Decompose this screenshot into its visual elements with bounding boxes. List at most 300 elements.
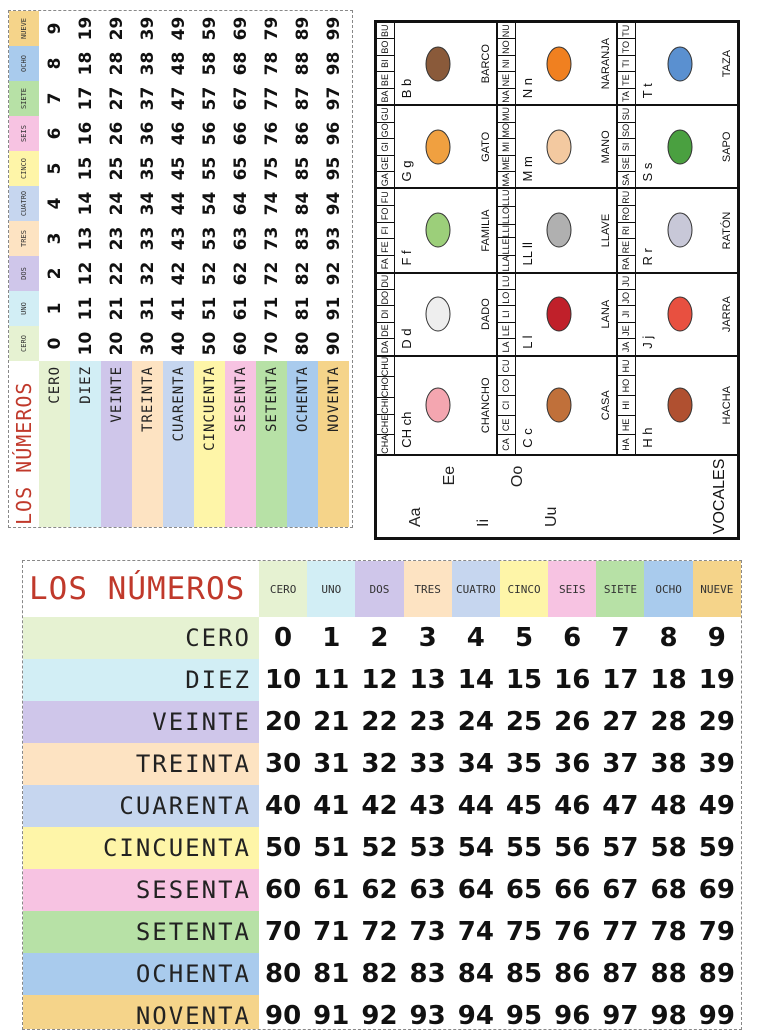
number-cell: 39 — [698, 749, 735, 779]
small-number-cell: 29 — [106, 16, 127, 41]
number-cell: 65 — [505, 875, 543, 905]
small-number-cell: 16 — [75, 121, 96, 146]
small-number-cell: 26 — [106, 121, 127, 146]
small-number-cell: 9 — [44, 22, 65, 35]
card-word: GATO — [479, 131, 492, 162]
small-number-cell: 5 — [44, 162, 65, 175]
syllable: GU — [380, 107, 390, 121]
letter-card — [617, 22, 738, 105]
card-picture — [516, 357, 601, 454]
number-cell: 38 — [650, 749, 687, 779]
number-cell: 86 — [554, 959, 591, 989]
syllable: LLO — [498, 206, 515, 224]
small-row-label: TREINTA — [132, 361, 163, 528]
small-number-cell: 61 — [230, 296, 251, 321]
number-cell: 7 — [611, 623, 630, 653]
number-cell: 91 — [313, 1001, 350, 1030]
letter-card — [617, 188, 738, 272]
small-number-cell: 28 — [106, 51, 127, 76]
small-column-header: DOS — [9, 256, 39, 291]
vocal-letter: Ee — [441, 465, 458, 486]
table-row — [23, 617, 741, 659]
number-cell: 0 — [274, 623, 293, 653]
card-picture — [516, 23, 601, 104]
number-cell: 18 — [650, 665, 687, 695]
syllables-row — [498, 189, 516, 271]
small-row-label: OCHENTA — [287, 361, 318, 528]
small-number-cell: 32 — [137, 261, 158, 286]
small-row-label: CERO — [39, 361, 70, 528]
small-number-cell: 73 — [261, 226, 282, 251]
small-number-cell: 76 — [261, 121, 282, 146]
small-number-cell: 18 — [75, 51, 96, 76]
small-number-cell: 0 — [44, 337, 65, 350]
syllable: BE — [377, 71, 394, 87]
number-cell: 25 — [505, 707, 543, 737]
small-number-cell: 3 — [44, 232, 65, 245]
syllable: JU — [621, 275, 632, 287]
number-cell: 58 — [650, 833, 687, 863]
axe-icon — [662, 383, 696, 427]
small-number-cell: 69 — [230, 16, 251, 41]
small-number-cell: 13 — [75, 226, 96, 251]
card-word: BARCO — [479, 44, 492, 84]
column-header: TRES — [404, 561, 452, 617]
number-cell: 70 — [264, 917, 302, 947]
number-cell: 21 — [313, 707, 350, 737]
syllable: DE — [377, 322, 394, 338]
syllable: FO — [377, 205, 394, 222]
number-cell: 75 — [505, 917, 543, 947]
syllable: FI — [377, 222, 394, 239]
letter-card — [376, 22, 497, 105]
syllable: SE — [618, 155, 635, 171]
syllable: CHI — [377, 397, 394, 414]
yarn-icon — [541, 292, 575, 336]
small-number-cell: 15 — [75, 156, 96, 181]
syllable: GO — [377, 122, 394, 138]
number-cell: 20 — [264, 707, 302, 737]
number-cell: 42 — [361, 791, 398, 821]
card-letters: D d — [399, 328, 414, 349]
syllable: LI — [498, 305, 515, 321]
card-letters: S s — [640, 162, 656, 182]
number-cell: 37 — [602, 749, 639, 779]
mouse-icon — [662, 209, 696, 253]
syllable: HU — [621, 359, 632, 373]
number-cell: 2 — [370, 623, 389, 653]
small-number-cell: 97 — [323, 86, 344, 111]
cat-icon — [420, 125, 454, 169]
vocal-letter: Uu — [543, 506, 560, 527]
syllable: BA — [377, 88, 394, 104]
syllable: CHU — [380, 356, 390, 377]
card-picture — [636, 106, 721, 187]
number-cell: 24 — [457, 707, 494, 737]
syllable: CHO — [377, 376, 394, 397]
small-number-cell: 34 — [137, 191, 158, 216]
card-word: RATÓN — [720, 211, 733, 250]
syllable: JE — [618, 322, 635, 338]
number-cell: 12 — [361, 665, 398, 695]
table-row — [23, 995, 741, 1030]
number-cell: 67 — [602, 875, 639, 905]
syllable: HI — [618, 395, 635, 415]
syllable: RE — [618, 238, 635, 255]
small-table-row — [39, 11, 70, 528]
number-cell: 49 — [698, 791, 735, 821]
syllables-row — [498, 274, 516, 355]
syllable: SO — [618, 122, 635, 138]
number-cell: 63 — [409, 875, 446, 905]
small-number-cell: 88 — [292, 51, 313, 76]
card-letters: LL ll — [519, 242, 535, 266]
letter-card — [376, 188, 497, 272]
small-number-cell: 84 — [292, 191, 313, 216]
card-letters: H h — [640, 427, 656, 448]
number-cell: 62 — [361, 875, 398, 905]
syllable: FE — [377, 238, 394, 255]
number-cell: 9 — [707, 623, 726, 653]
card-letters: L l — [519, 335, 535, 349]
number-cell: 44 — [457, 791, 494, 821]
small-number-cell: 36 — [137, 121, 158, 146]
small-number-cell: 17 — [75, 86, 96, 111]
small-column-header: SEIS — [9, 116, 39, 151]
number-cell: 76 — [554, 917, 591, 947]
small-row-label: CUARENTA — [163, 361, 194, 528]
syllable: LLA — [498, 255, 515, 272]
small-number-cell: 83 — [292, 226, 313, 251]
syllable: SU — [621, 107, 632, 121]
table-row — [23, 659, 741, 701]
small-row-label: CINCUENTA — [194, 361, 225, 528]
number-cell: 56 — [554, 833, 591, 863]
letter-card — [376, 356, 497, 455]
small-number-cell: 44 — [168, 191, 189, 216]
number-cell: 80 — [264, 959, 302, 989]
card-letters: M m — [519, 156, 535, 182]
small-number-cell: 30 — [137, 331, 158, 356]
letter-card — [617, 105, 738, 188]
numbers-table-small — [9, 11, 349, 528]
syllable: JO — [618, 289, 635, 305]
card-picture — [395, 189, 480, 271]
card-picture — [395, 23, 480, 104]
syllable: LA — [498, 338, 515, 354]
small-number-cell: 64 — [230, 191, 251, 216]
card-letters: B b — [399, 78, 414, 99]
card-picture — [395, 274, 480, 355]
syllable: GA — [377, 171, 394, 187]
small-number-cell: 31 — [137, 296, 158, 321]
column-header: NUEVE — [693, 561, 741, 617]
small-number-cell: 51 — [199, 296, 220, 321]
small-number-cell: 46 — [168, 121, 189, 146]
syllable: DI — [377, 305, 394, 321]
syllables-row — [618, 189, 636, 271]
syllable: SA — [618, 171, 635, 187]
pig-icon — [420, 383, 454, 427]
syllable: LO — [498, 289, 515, 305]
card-word: FAMILIA — [479, 209, 492, 252]
small-number-cell: 25 — [106, 156, 127, 181]
syllable: TI — [618, 55, 635, 71]
small-number-cell: 12 — [75, 261, 96, 286]
syllable: TE — [618, 71, 635, 87]
letter-card — [497, 105, 618, 188]
small-chart-title: LOS NÚMEROS — [12, 381, 36, 525]
cup-icon — [662, 42, 696, 86]
syllable: NA — [498, 88, 515, 104]
small-number-cell: 53 — [199, 226, 220, 251]
small-number-cell: 50 — [199, 331, 220, 356]
card-letters: J j — [640, 335, 656, 349]
syllable: CO — [498, 375, 515, 395]
number-cell: 30 — [264, 749, 302, 779]
number-cell: 72 — [361, 917, 398, 947]
number-cell: 35 — [505, 749, 543, 779]
small-number-cell: 7 — [44, 92, 65, 105]
row-label: NOVENTA — [23, 995, 259, 1030]
syllable: HA — [618, 434, 635, 454]
number-cell: 26 — [554, 707, 591, 737]
syllable: BI — [377, 55, 394, 71]
card-word: DADO — [479, 298, 492, 331]
syllable: JA — [618, 338, 635, 354]
row-label: SESENTA — [23, 869, 259, 911]
row-label: SETENTA — [23, 911, 259, 953]
number-cell: 4 — [466, 623, 485, 653]
table-row — [23, 869, 741, 911]
rotated-numbers-chart — [8, 10, 353, 528]
small-column-header: OCHO — [9, 46, 39, 81]
card-word: NARANJA — [600, 37, 613, 90]
number-cell: 54 — [457, 833, 494, 863]
card-picture — [395, 357, 480, 454]
syllable: NO — [498, 38, 515, 54]
number-cell: 74 — [457, 917, 494, 947]
small-number-cell: 1 — [44, 302, 65, 315]
small-table-row — [287, 11, 318, 528]
letter-card — [497, 188, 618, 272]
syllable: HO — [618, 375, 635, 395]
number-cell: 83 — [409, 959, 446, 989]
number-cell: 40 — [264, 791, 302, 821]
syllable: TO — [618, 38, 635, 54]
syllable: LLU — [500, 189, 511, 206]
small-column-header: TRES — [9, 221, 39, 256]
number-cell: 22 — [361, 707, 398, 737]
small-row-label: VEINTE — [101, 361, 132, 528]
syllable: CHE — [377, 414, 394, 434]
syllables-row — [618, 357, 636, 454]
small-number-cell: 92 — [323, 261, 344, 286]
family-icon — [420, 209, 454, 253]
card-letters: F f — [399, 250, 414, 266]
row-label: VEINTE — [23, 701, 259, 743]
number-cell: 99 — [698, 1001, 735, 1030]
small-number-cell: 2 — [44, 267, 65, 280]
frog-icon — [662, 125, 696, 169]
syllables-row — [377, 357, 395, 454]
syllable: MI — [498, 138, 515, 154]
small-number-cell: 10 — [75, 331, 96, 356]
card-picture — [636, 23, 721, 104]
syllable: NI — [498, 55, 515, 71]
rotated-numbers-chart-inner — [9, 11, 353, 528]
number-cell: 17 — [602, 665, 639, 695]
number-cell: 28 — [650, 707, 687, 737]
syllable: RA — [618, 255, 635, 272]
number-cell: 93 — [409, 1001, 446, 1030]
vocales-panel — [376, 455, 738, 538]
card-picture — [636, 357, 721, 454]
syllable: LU — [500, 275, 511, 288]
syllable: RU — [621, 190, 632, 204]
syllable: SI — [618, 138, 635, 154]
column-header: OCHO — [644, 561, 692, 617]
syllable: TA — [618, 88, 635, 104]
column-header: CUATRO — [452, 561, 500, 617]
number-cell: 53 — [409, 833, 446, 863]
number-cell: 10 — [264, 665, 302, 695]
small-number-cell: 85 — [292, 156, 313, 181]
table-row — [23, 701, 741, 743]
small-number-cell: 91 — [323, 296, 344, 321]
number-cell: 98 — [650, 1001, 687, 1030]
number-cell: 46 — [554, 791, 591, 821]
abecedario-grid — [376, 22, 738, 538]
card-word: SAPO — [720, 131, 733, 163]
small-number-cell: 54 — [199, 191, 220, 216]
small-number-cell: 27 — [106, 86, 127, 111]
syllable: CI — [498, 395, 515, 415]
number-cell: 73 — [409, 917, 446, 947]
card-word: LLAVE — [600, 213, 613, 248]
syllable: DO — [377, 289, 394, 305]
small-number-cell: 74 — [261, 191, 282, 216]
number-cell: 78 — [650, 917, 687, 947]
small-number-cell: 8 — [44, 57, 65, 70]
small-number-cell: 49 — [168, 16, 189, 41]
small-number-cell: 79 — [261, 16, 282, 41]
small-number-cell: 99 — [323, 16, 344, 41]
syllables-row — [618, 23, 636, 104]
small-number-cell: 19 — [75, 16, 96, 41]
chart-title: LOS NÚMEROS — [29, 571, 246, 607]
number-cell: 79 — [698, 917, 735, 947]
small-number-cell: 14 — [75, 191, 96, 216]
number-cell: 23 — [409, 707, 446, 737]
number-cell: 69 — [698, 875, 735, 905]
number-cell: 84 — [457, 959, 494, 989]
row-label: CUARENTA — [23, 785, 259, 827]
small-number-cell: 56 — [199, 121, 220, 146]
small-number-cell: 11 — [75, 296, 96, 321]
table-row — [23, 743, 741, 785]
small-number-cell: 86 — [292, 121, 313, 146]
small-number-cell: 75 — [261, 156, 282, 181]
small-number-cell: 82 — [292, 261, 313, 286]
syllable: RO — [618, 205, 635, 222]
column-header: CERO — [259, 561, 307, 617]
syllables-row — [498, 23, 516, 104]
syllable: CHA — [377, 434, 394, 454]
small-number-cell: 38 — [137, 51, 158, 76]
small-row-label: SESENTA — [225, 361, 256, 528]
small-table-row — [101, 11, 132, 528]
small-number-cell: 96 — [323, 121, 344, 146]
syllables-row — [618, 274, 636, 355]
small-number-cell: 77 — [261, 86, 282, 111]
syllable: NU — [500, 24, 511, 38]
small-number-cell: 23 — [106, 226, 127, 251]
small-number-cell: 66 — [230, 121, 251, 146]
small-number-cell: 20 — [106, 331, 127, 356]
card-word: LANA — [600, 299, 613, 329]
key-icon — [541, 209, 575, 253]
number-cell: 97 — [602, 1001, 639, 1030]
small-number-cell: 33 — [137, 226, 158, 251]
syllables-row — [377, 189, 395, 271]
number-cell: 89 — [698, 959, 735, 989]
abecedario-chart — [374, 20, 740, 540]
syllable: JI — [618, 305, 635, 321]
small-number-cell: 40 — [168, 331, 189, 356]
small-number-cell: 59 — [199, 16, 220, 41]
small-column-header: SIETE — [9, 81, 39, 116]
syllable: TU — [621, 24, 632, 37]
small-number-cell: 95 — [323, 156, 344, 181]
small-number-cell: 43 — [168, 226, 189, 251]
syllables-row — [498, 106, 516, 187]
number-cell: 34 — [457, 749, 494, 779]
syllables-row — [618, 106, 636, 187]
syllables-row — [377, 106, 395, 187]
small-number-cell: 68 — [230, 51, 251, 76]
table-row — [23, 953, 741, 995]
number-cell: 55 — [505, 833, 543, 863]
small-number-cell: 47 — [168, 86, 189, 111]
number-cell: 81 — [313, 959, 350, 989]
syllable: LLI — [498, 224, 515, 238]
number-cell: 95 — [505, 1001, 543, 1030]
small-column-header: CINCO — [9, 151, 39, 186]
small-number-cell: 39 — [137, 16, 158, 41]
letter-card — [376, 105, 497, 188]
number-cell: 33 — [409, 749, 446, 779]
number-cell: 60 — [264, 875, 302, 905]
card-letters: C c — [519, 428, 535, 448]
syllable: GI — [377, 138, 394, 154]
small-number-cell: 94 — [323, 191, 344, 216]
small-number-cell: 55 — [199, 156, 220, 181]
small-number-cell: 93 — [323, 226, 344, 251]
column-header: UNO — [307, 561, 355, 617]
small-number-cell: 6 — [44, 127, 65, 140]
small-number-cell: 90 — [323, 331, 344, 356]
number-cell: 85 — [505, 959, 543, 989]
syllables-row — [377, 23, 395, 104]
small-table-row — [70, 11, 101, 528]
column-header: CINCO — [500, 561, 548, 617]
small-number-cell: 70 — [261, 331, 282, 356]
letter-card — [617, 356, 738, 455]
card-letters: CH ch — [399, 411, 414, 448]
card-word: JARRA — [720, 296, 733, 333]
number-cell: 94 — [457, 1001, 494, 1030]
